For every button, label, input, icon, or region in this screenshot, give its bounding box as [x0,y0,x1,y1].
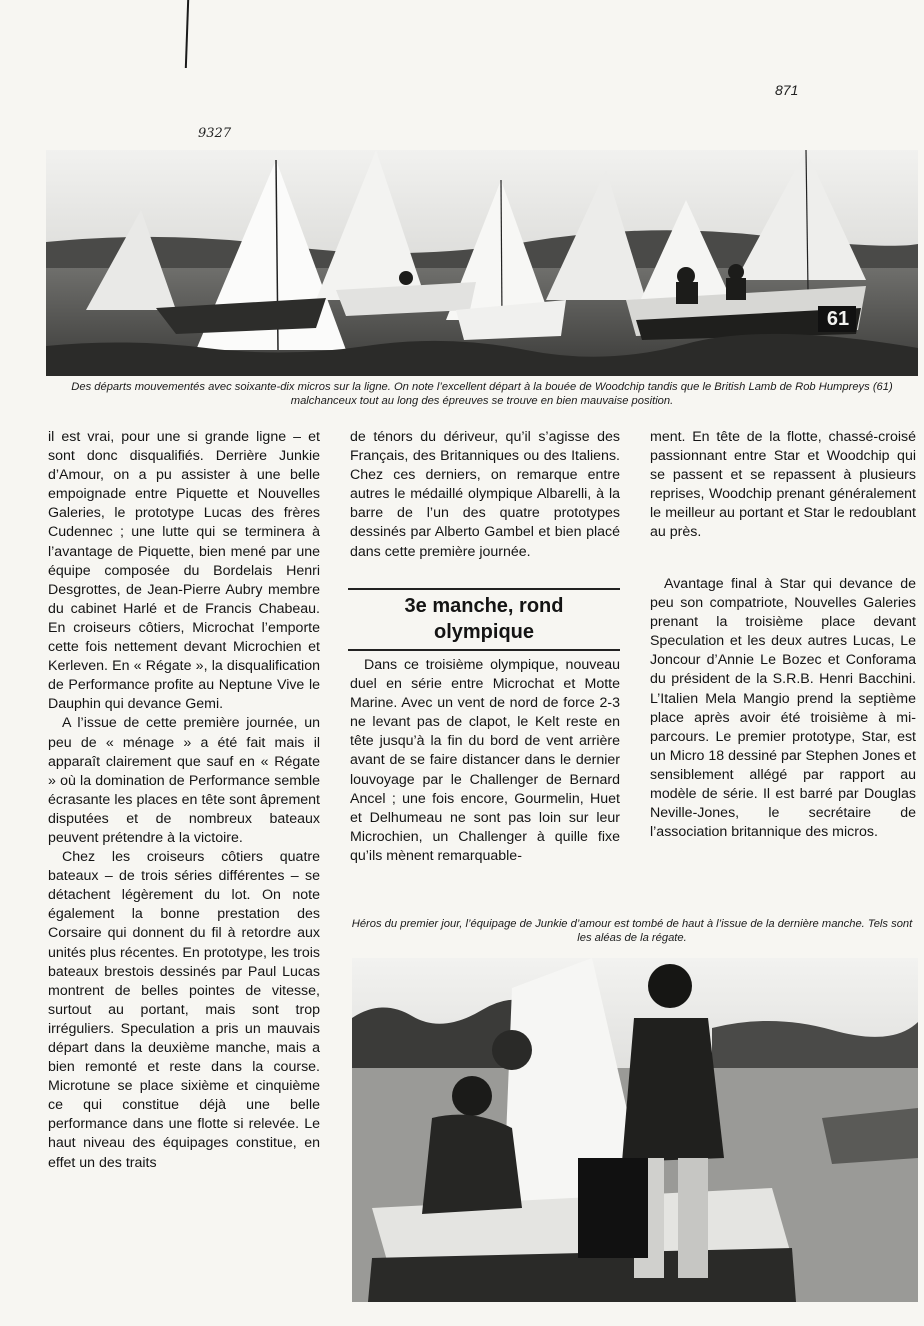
sail-number-label: 61 [826,308,850,330]
subhead-line-1: 3e manche, rond [404,595,564,617]
section-subhead [348,593,620,645]
bottom-photo-caption: Héros du premier jour, l’équipage de Junkie d’amour est tombé de haut à l’issue de la dernière manche. Tels sont les aléas de la régate. [351,918,913,944]
pen-stroke-mark [185,0,189,68]
crew-photo [352,958,918,1302]
paragraph: il est vrai, pour une si grande ligne – et sont donc disqualifiés. Derrière Junkie d’Amour, on a pu assister à une belle empoignade entre Piquette et Nouvelles Galeries, le prototype Lucas des frères Cudennec ; une lutte qui se terminera à l’avantage de Piquette, bien mené par une équipe composée du Bordelais Henri Desgrottes, de Jean-Pierre Aubry membre du cabinet Harlé et de Francis Chabeau. En croiseurs côtiers, Microchat l’emporte cette fois nettement devant Microchien et Kerleven. En « Régate », la disqualification de Performance profite au Neptune Vive le Dauphin qui devance Gemi. [48,429,320,713]
top-photo-caption: Des départs mouvementés avec soixante-dix micros sur la ligne. On note l’excellent départ à la bouée de Woodchip tandis que le British Lamb de Rob Humpreys (61) malchanceux tout au long des épreuves se trouve en bien mauvaise position. [71,381,893,407]
article-column-3-top [650,428,916,543]
subhead-rule-bottom [348,649,620,651]
article-column-3-bottom [650,575,916,842]
paragraph: A l’issue de cette première journée, un peu de « ménage » a été fait mais il apparaît clairement que sauf en « Régate » où la domination de Performance semble écrasante les places en tête sont âprement disputées et de nombreux bateaux peuvent prétendre à la victoire. [48,715,320,846]
article-column-1 [48,428,320,1173]
regatta-start-photo [46,150,918,376]
subhead-rule-top [348,588,620,590]
paragraph: Dans ce troisième olympique, nouveau duel en série entre Microchat et Motte Marine. Avec un vent de nord de force 2-3 ne levant pas de clapot, le Kelt reste en tête jusqu’à la fin du bord de vent arrière avant de se faire distancer dans le dernier louvoyage par le Challenger de Bernard Ancel ; une fois encore, Gourmelin, Huet et Delhumeau ne sont pas loin sur leur Microchien, un Challenger à quille fixe qu’ils mènent remarquable- [350,657,620,864]
handwritten-number: 9327 [198,126,232,141]
paragraph: Chez les croiseurs côtiers quatre bateaux – de trois séries différentes – se détachent légèrement du lot. On note également la bonne prestation des Corsaire qui donnent du fil à retordre aux unités plus récentes. En prototype, les trois bateaux brestois dessinés par Paul Lucas montrent de belles pointes de vitesse, surtout au portant, mais sont trop irréguliers. Speculation a pris un mauvais départ dans la deuxième manche, mais a bien remonté et reste dans la course. Microtune se place sixième et cinquième ce qui constitue déjà une belle performance dans une flotte si relevée. Le haut niveau des équipages constitue, en effet un des traits [48,849,320,1171]
paragraph: de ténors du dériveur, qu’il s’agisse des Français, des Britanniques ou des Italiens. Chez ces derniers, on remarque entre autres le médaillé olympique Albarelli, à la barre de l’un des quatre prototypes dessinés par Alberto Gambel et bien placé dans cette première journée. [350,429,620,560]
paragraph: ment. En tête de la flotte, chassé-croisé passionnant entre Star et Woodchip qui se passent et se repassent à plusieurs reprises, Woodchip prenant généralement le meilleur au portant et Star le redoublant au près. [650,429,916,541]
subhead-line-2: olympique [433,621,534,643]
article-column-2-bottom [350,656,620,866]
page-number: 871 [775,82,799,98]
paragraph: Avantage final à Star qui devance de peu son compatriote, Nouvelles Galeries prenant la troisième place devant Speculation et les deux autres Lucas, Le Joncour d’Annie Le Bozec et Conforama du président de la S.R.B. Henri Bacchini. L’Italien Mela Mangio prend la septième place après avoir été troisième à mi-parcours. Le premier prototype, Star, est un Micro 18 dessiné par Stephen Jones et sensiblement allégé par rapport au modèle de série. Il est barré par Douglas Neville-Jones, le secrétaire de l’association britannique des micros. [650,576,916,841]
article-column-2-top [350,428,620,562]
